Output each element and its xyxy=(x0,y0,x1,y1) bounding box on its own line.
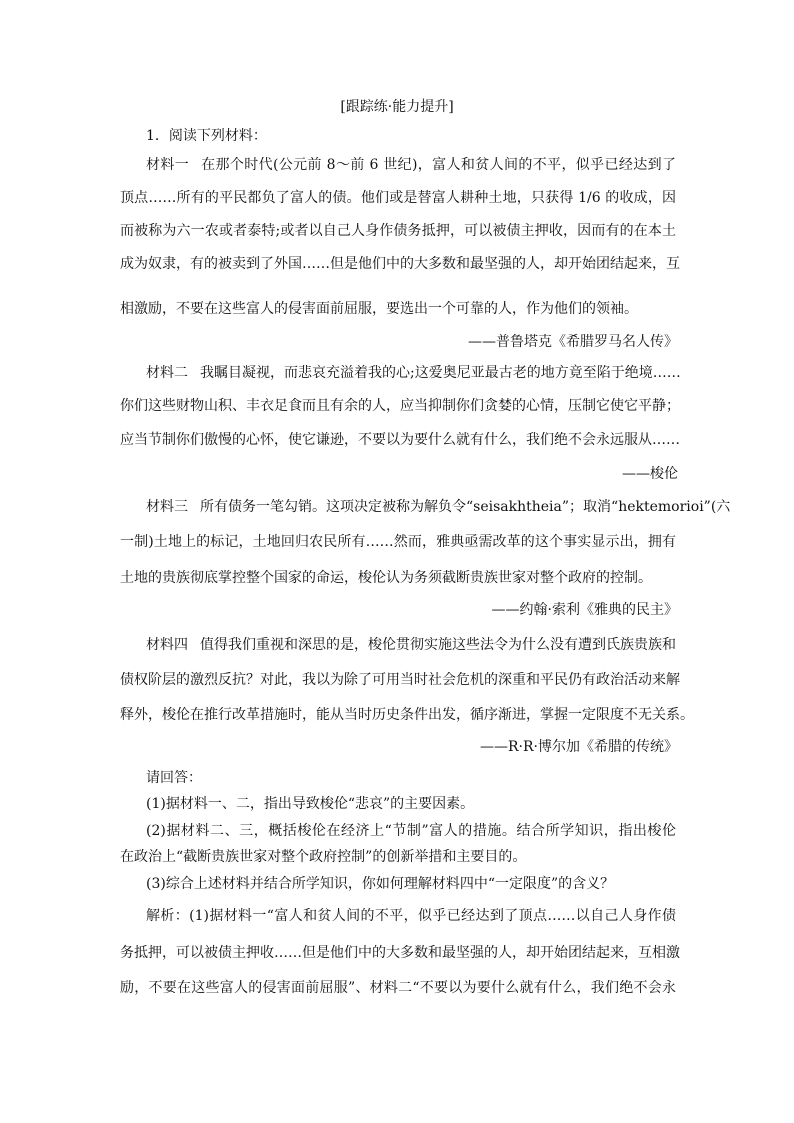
analysis-line-2: 务抵押，可以被债主押收……但是他们中的大多数和最坚强的人，却开始团结起来，互相激 xyxy=(120,945,680,961)
section-title: [跟踪练·能力提升] xyxy=(340,99,454,115)
material2-line-3: 应当节制你们傲慢的心怀，使它谦逊，不要以为要什么就有什么，我们绝不会永远服从…… xyxy=(120,432,680,448)
question-1: (1)据材料一、二，指出导致梭伦“悲哀”的主要因素。 xyxy=(146,796,475,812)
material1-line-3: 而被称为六一农或者泰特;或者以自己人身作债务抵押，可以被债主押收，因而有的在本土 xyxy=(120,223,676,239)
material1-label: 材料一 xyxy=(146,157,190,173)
material3-line-1: 材料三 所有债务一笔勾销。这项决定被称为解负令“seisakhtheia”；取消“hektemorioi”(六 xyxy=(146,499,731,515)
material3-label: 材料三 xyxy=(146,499,188,515)
material4-line-3: 释外，梭伦在推行改革措施时，能从当时历史条件出发，循序渐进，掌握一定限度不无关系。 xyxy=(120,707,694,723)
material2-line-2: 你们这些财物山积、丰衣足食而且有余的人，应当抑制你们贪婪的心情，压制它使它平静； xyxy=(120,398,680,414)
material1-source: ——普鲁塔克《希腊罗马名人传》 xyxy=(468,334,678,350)
material4-line-1: 材料四 值得我们重视和深思的是，梭伦贯彻实施这些法令为什么没有遭到氏族贵族和 xyxy=(146,637,676,653)
material2-label: 材料二 xyxy=(146,365,188,381)
material1-line-4: 成为奴隶，有的被卖到了外国……但是他们中的大多数和最坚强的人，却开始团结起来，互 xyxy=(120,256,680,272)
question-3: (3)综合上述材料并结合所学知识，你如何理解材料四中“一定限度”的含义？ xyxy=(146,876,615,892)
material3-line-2: 一制)土地上的标记，土地回归农民所有……然而，雅典亟需改革的这个事实显示出，拥有 xyxy=(120,534,676,550)
material3-line-3: 土地的贵族彻底掌控整个国家的命运，梭伦认为务须截断贵族世家对整个政府的控制。 xyxy=(120,570,652,586)
question-2-line-1: (2)据材料二、三，概括梭伦在经济上“节制”富人的措施。结合所学知识，指出梭伦 xyxy=(146,823,676,839)
material2-source: ——梭伦 xyxy=(622,466,678,482)
question-intro: 1．阅读下列材料： xyxy=(146,128,267,144)
analysis-line-1: 解析：(1)据材料一“富人和贫人间的不平，似乎已经达到了顶点……以自己人身作债 xyxy=(146,908,676,924)
answer-prompt: 请回答： xyxy=(146,770,202,786)
material4-source: ——R·R·博尔加《希腊的传统》 xyxy=(480,739,678,755)
material2-line-1: 材料二 我瞩目凝视，而悲哀充溢着我的心;这爱奥尼亚最古老的地方竟至陷于绝境…… xyxy=(146,365,681,381)
material4-label: 材料四 xyxy=(146,637,188,653)
material1-line-5: 相激励，不要在这些富人的侵害面前屈服，要选出一个可靠的人，作为他们的领袖。 xyxy=(120,301,638,317)
material1-line-1: 材料一 在那个时代(公元前 8～前 6 世纪)，富人和贫人间的不平，似乎已经达到了 xyxy=(146,157,677,173)
analysis-line-3: 励，不要在这些富人的侵害面前屈服”、材料二“不要以为要什么就有什么，我们绝不会永 xyxy=(120,980,676,996)
material4-line-2: 债权阶层的激烈反抗？对此，我以为除了可用当时社会危机的深重和平民仍有政治活动来解 xyxy=(120,672,680,688)
material3-source: ——约翰·索利《雅典的民主》 xyxy=(491,602,678,618)
question-2-line-2: 在政治上“截断贵族世家对整个政府控制”的创新举措和主要目的。 xyxy=(120,849,527,865)
material1-line-2: 顶点……所有的平民都负了富人的债。他们或是替富人耕种土地，只获得 1/6 的收成，因 xyxy=(120,190,676,206)
